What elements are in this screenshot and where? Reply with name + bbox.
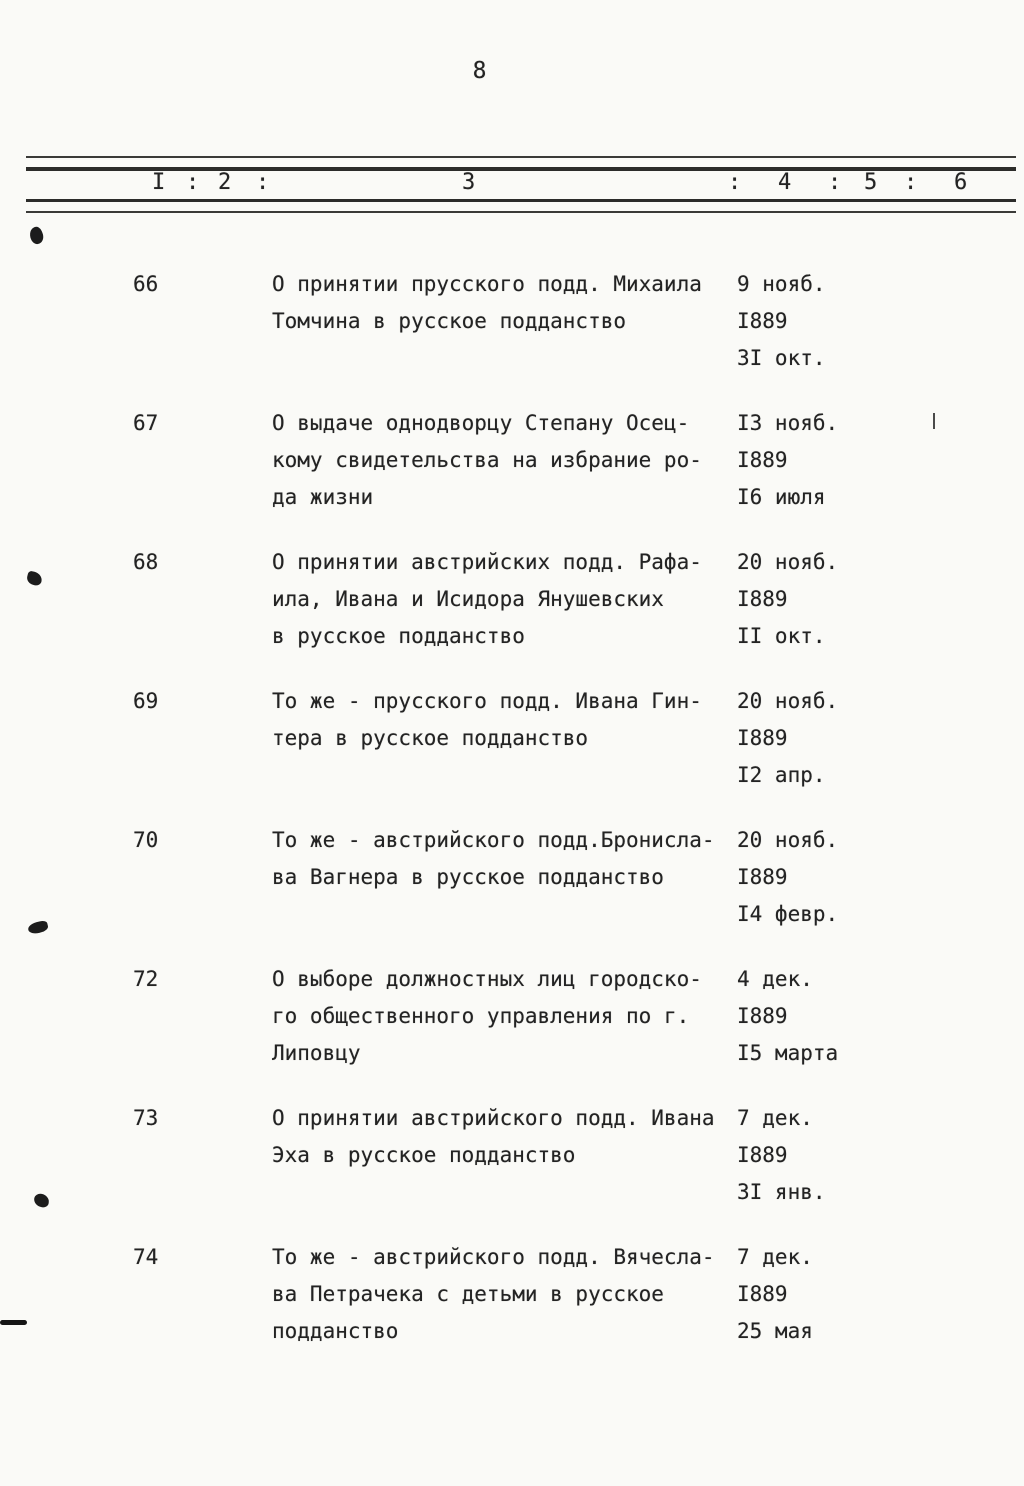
- entry-dates: [737, 1100, 1024, 1211]
- column-separator: :: [186, 170, 200, 195]
- entry-dates: [737, 822, 1024, 933]
- description-line: да жизни: [272, 485, 374, 509]
- entry-number: 73: [133, 1106, 159, 1130]
- date-line: I889: [737, 1143, 788, 1167]
- description-line: тера в русское подданство: [272, 726, 589, 750]
- entry-description: [272, 266, 737, 377]
- date-line: I5 марта: [737, 1041, 839, 1065]
- column-separator: :: [904, 170, 918, 195]
- date-line: I889: [737, 1004, 788, 1028]
- date-line: 3I янв.: [737, 1180, 826, 1204]
- entry-number: 67: [133, 411, 159, 435]
- table-row: [0, 1239, 1024, 1350]
- table-row: [0, 405, 1024, 516]
- description-line: То же - прусского подд. Ивана Гин-: [272, 689, 702, 713]
- date-line: I889: [737, 448, 788, 472]
- column-separator: :: [828, 170, 842, 195]
- table-row: [0, 683, 1024, 794]
- entry-number: 70: [133, 828, 159, 852]
- column-header-4: 4: [778, 170, 792, 195]
- table-row: [0, 961, 1024, 1072]
- date-line: I3 нояб.: [737, 411, 839, 435]
- table-row: [0, 822, 1024, 933]
- date-line: I2 апр.: [737, 763, 826, 787]
- entry-description: [272, 1100, 737, 1211]
- date-line: I889: [737, 1282, 788, 1306]
- date-line: I889: [737, 587, 788, 611]
- column-header-6: 6: [954, 170, 968, 195]
- table-bottom-double-rule: [26, 199, 1016, 213]
- column-header-5: 5: [864, 170, 878, 195]
- description-line: Липовцу: [272, 1041, 361, 1065]
- date-line: 7 дек.: [737, 1106, 813, 1130]
- description-line: Томчина в русское подданство: [272, 309, 627, 333]
- entry-description: [272, 405, 737, 516]
- entries: [0, 266, 1024, 1378]
- description-line: О выборе должностных лиц городско-: [272, 967, 702, 991]
- description-line: кому свидетельства на избрание ро-: [272, 448, 702, 472]
- entry-number: 66: [133, 272, 159, 296]
- description-line: О выдаче однодворцу Степану Осец-: [272, 411, 690, 435]
- date-line: 20 нояб.: [737, 550, 839, 574]
- table-row: [0, 266, 1024, 377]
- date-line: I889: [737, 309, 788, 333]
- description-line: То же - австрийского подд. Вячесла-: [272, 1245, 715, 1269]
- entry-dates: [737, 1239, 1024, 1350]
- entry-dates: [737, 544, 1024, 655]
- date-line: 20 нояб.: [737, 828, 839, 852]
- entry-number: 69: [133, 689, 159, 713]
- date-line: II окт.: [737, 624, 826, 648]
- entry-number: 72: [133, 967, 159, 991]
- entry-description: [272, 1239, 737, 1350]
- description-line: ва Вагнера в русское подданство: [272, 865, 664, 889]
- date-line: I4 февр.: [737, 902, 839, 926]
- date-line: I6 июля: [737, 485, 826, 509]
- entry-number: 68: [133, 550, 159, 574]
- column-separator: :: [728, 170, 742, 195]
- table-top-double-rule: [26, 156, 1016, 171]
- description-line: подданство: [272, 1319, 399, 1343]
- description-line: То же - австрийского подд.Бронисла-: [272, 828, 715, 852]
- description-line: Эха в русское подданство: [272, 1143, 576, 1167]
- entry-number: 74: [133, 1245, 159, 1269]
- column-header-2: 2: [218, 170, 232, 195]
- date-line: 9 нояб.: [737, 272, 826, 296]
- date-line: I889: [737, 865, 788, 889]
- entry-dates: [737, 683, 1024, 794]
- entry-dates: [737, 961, 1024, 1072]
- description-line: О принятии австрийского подд. Ивана: [272, 1106, 715, 1130]
- table-row: [0, 1100, 1024, 1211]
- table-row: [0, 544, 1024, 655]
- description-line: ва Петрачека с детьми в русское: [272, 1282, 664, 1306]
- column-header-1: I: [152, 170, 166, 195]
- description-line: в русское подданство: [272, 624, 525, 648]
- entry-description: [272, 683, 737, 794]
- date-line: 20 нояб.: [737, 689, 839, 713]
- date-line: 4 дек.: [737, 967, 813, 991]
- entry-description: [272, 822, 737, 933]
- column-header-3: 3: [462, 170, 476, 195]
- margin-dash-mark: [0, 1320, 27, 1325]
- stray-tick-mark: [933, 413, 935, 429]
- date-line: I889: [737, 726, 788, 750]
- description-line: ила, Ивана и Исидора Янушевских: [272, 587, 664, 611]
- entry-dates: [737, 405, 1024, 516]
- ink-mark: [27, 225, 45, 246]
- entry-description: [272, 544, 737, 655]
- entry-dates: [737, 266, 1024, 377]
- date-line: 3I окт.: [737, 346, 826, 370]
- entry-description: [272, 961, 737, 1072]
- column-separator: :: [256, 170, 270, 195]
- description-line: го общественного управления по г.: [272, 1004, 690, 1028]
- table-column-header: [0, 170, 1024, 200]
- date-line: 25 мая: [737, 1319, 813, 1343]
- description-line: О принятии австрийских подд. Рафа-: [272, 550, 702, 574]
- date-line: 7 дек.: [737, 1245, 813, 1269]
- description-line: О принятии прусского подд. Михаила: [272, 272, 702, 296]
- page-number: 8: [472, 58, 488, 84]
